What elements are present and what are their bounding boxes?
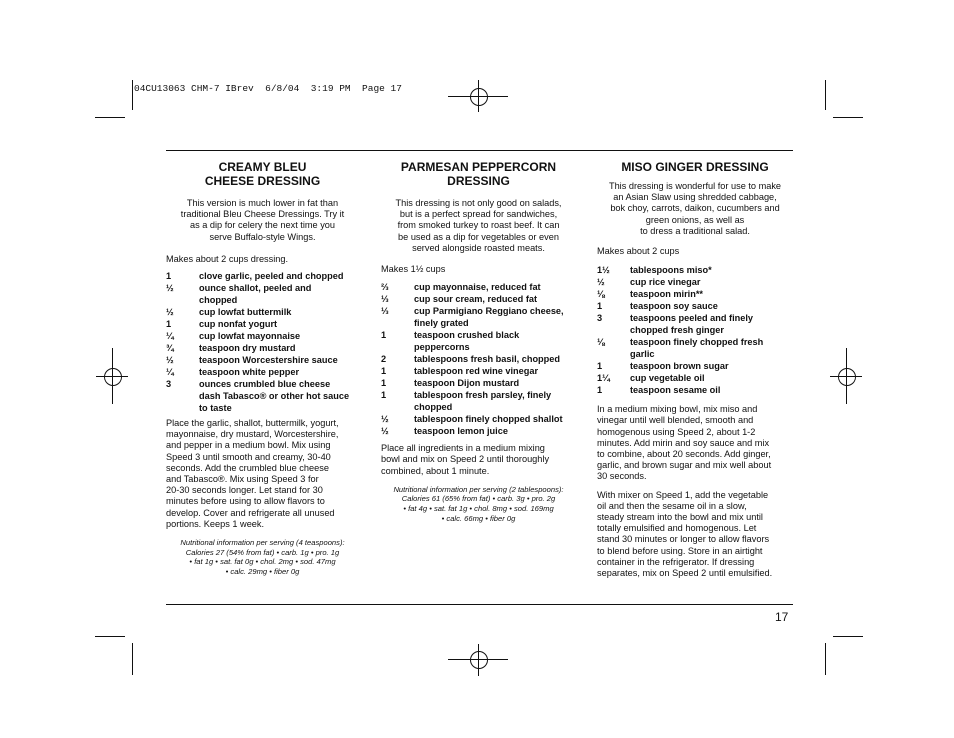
ingredient-row: ⅓ cup Parmigiano Reggiano cheese, bbox=[381, 306, 564, 317]
ingredient-row: 1 tablespoon fresh parsley, finely bbox=[381, 390, 552, 401]
ingredient-list bbox=[166, 270, 359, 414]
ingredient-row: peppercorns bbox=[414, 342, 470, 353]
ingredient-row: 3 teaspoons peeled and finely bbox=[597, 313, 754, 324]
ingredient-row: 1 teaspoon brown sugar bbox=[597, 361, 729, 372]
crop-mark bbox=[95, 636, 125, 637]
nutrition-info: Nutritional information per serving (2 tablespoons): Calories 61 (65% from fat) • carb. 3g • pro. 2g • fat 4g • sat. fat 1g • chol. 8mg • sod. 169mg • calc. 66mg • fiber 0g bbox=[393, 484, 564, 523]
ingredient-row: 1¼ cup vegetable oil bbox=[597, 373, 705, 384]
recipe-creamy-bleu bbox=[166, 160, 359, 576]
print-slug: 04CU13063 CHM-7 IBrev 6/8/04 3:19 PM Page 17 bbox=[134, 83, 402, 94]
ingredient-row: dash Tabasco® or other hot sauce bbox=[199, 391, 350, 402]
recipe-method: In a medium mixing bowl, mix miso and vinegar until well blended, smooth and homogenous using Speed 2, about 1-2 minutes. Add mirin and soy sauce and mix to combine, about 20 seconds. Add ginger, garlic, and brown sugar and mix well about 30 seconds. bbox=[597, 404, 772, 482]
ingredient-row: to taste bbox=[199, 403, 232, 414]
ingredient-row: ½ teaspoon Worcestershire sauce bbox=[166, 355, 338, 366]
ingredient-list bbox=[597, 264, 793, 396]
crop-mark bbox=[825, 80, 826, 110]
crop-mark bbox=[132, 643, 133, 675]
page-number: 17 bbox=[775, 610, 789, 624]
ingredient-row: 1 teaspoon soy sauce bbox=[597, 301, 718, 312]
recipe-method-continued: With mixer on Speed 1, add the vegetable oil and then the sesame oil in a slow, steady stream into the bowl and mix until totally emulsified and homogenous. Let stand 30 minutes or longer to allow flavors to blend before using. Store in an airtight container in the refrigerator. If dressing separates, mix on Speed 2 until emulsified. bbox=[597, 489, 773, 579]
ingredient-row: ¼ teaspoon white pepper bbox=[166, 367, 300, 378]
ingredient-row: ⅔ cup mayonnaise, reduced fat bbox=[381, 282, 541, 293]
ingredient-row: 1 tablespoon red wine vinegar bbox=[381, 366, 539, 377]
ingredient-row: finely grated bbox=[414, 318, 469, 329]
ingredient-row: garlic bbox=[630, 349, 655, 360]
recipe-intro: This dressing is wonderful for use to make an Asian Slaw using shredded cabbage, bok choy, carrots, daikon, cucumbers and green onions, as well as to dress a traditional salad. bbox=[608, 181, 782, 236]
recipe-intro: This version is much lower in fat than traditional Bleu Cheese Dressings. Try it as a dip for celery the next time you serve Buffalo-style Wings. bbox=[180, 198, 345, 242]
ingredient-row: ¼ cup lowfat mayonnaise bbox=[166, 331, 301, 342]
ingredient-row: 1 clove garlic, peeled and chopped bbox=[166, 271, 344, 282]
ingredient-list bbox=[381, 281, 576, 437]
ingredient-row: ½ cup rice vinegar bbox=[597, 277, 701, 288]
ingredient-row: ⅓ cup sour cream, reduced fat bbox=[381, 294, 538, 305]
crop-mark bbox=[132, 80, 133, 110]
recipe-parmesan-peppercorn bbox=[381, 160, 576, 523]
recipe-yield: Makes about 2 cups dressing. bbox=[166, 253, 289, 264]
ingredient-row: 3 ounces crumbled blue cheese bbox=[166, 379, 331, 390]
recipe-method: Place the garlic, shallot, buttermilk, yogurt, mayonnaise, dry mustard, Worcestershire, and pepper in a medium bowl. Mix using Speed 3 until smooth and creamy, 30-40 seconds. Add the crumbled blue cheese and Tabasco®. Mix using Speed 3 for 20-30 seconds longer. Let stand for 30 minutes before using to allow flavors to develop. Cover and refrigerate all unused portions. Keeps 1 week. bbox=[166, 418, 339, 529]
ingredient-row: 1½ tablespoons miso* bbox=[597, 265, 712, 276]
recipe-yield: Makes about 2 cups bbox=[597, 246, 680, 257]
crop-mark bbox=[95, 117, 125, 118]
ingredient-row: 1 teaspoon sesame oil bbox=[597, 385, 721, 396]
crop-mark bbox=[825, 643, 826, 675]
recipe-yield: Makes 1½ cups bbox=[381, 264, 446, 275]
recipe-intro: This dressing is not only good on salads, but is a perfect spread for sandwiches, from smoked turkey to roast beef. It can be used as a dip for vegetables or even served alongside roasted meats. bbox=[395, 198, 562, 253]
crop-mark bbox=[833, 117, 863, 118]
ingredient-row: ½ tablespoon finely chopped shallot bbox=[381, 414, 563, 425]
bottom-rule bbox=[166, 604, 793, 605]
ingredient-row: 1 teaspoon crushed black bbox=[381, 330, 520, 341]
recipe-title: MISO GINGER DRESSING bbox=[621, 160, 769, 174]
ingredient-row: ½ ounce shallot, peeled and bbox=[166, 283, 312, 294]
ingredient-row: 1 cup nonfat yogurt bbox=[166, 319, 278, 330]
crop-mark bbox=[833, 636, 863, 637]
ingredient-row: ½ teaspoon lemon juice bbox=[381, 426, 508, 437]
ingredient-row: 2 tablespoons fresh basil, chopped bbox=[381, 354, 561, 365]
nutrition-info: Nutritional information per serving (4 teaspoons): Calories 27 (54% from fat) • carb. 1g • pro. 1g • fat 1g • sat. fat 0g • chol. 2mg • sod. 47mg • calc. 29mg • fiber 0g bbox=[180, 538, 345, 576]
recipe-title: CREAMY BLEU CHEESE DRESSING bbox=[204, 160, 321, 188]
recipe-method: Place all ingredients in a medium mixing bowl and mix on Speed 2 until thoroughly combined, about 1 minute. bbox=[381, 443, 550, 476]
ingredient-row: ⅛ teaspoon finely chopped fresh bbox=[597, 337, 764, 348]
recipe-miso-ginger bbox=[597, 160, 793, 579]
ingredient-row: 1 teaspoon Dijon mustard bbox=[381, 378, 520, 389]
ingredient-row: chopped bbox=[414, 402, 453, 413]
ingredient-row: ½ cup lowfat buttermilk bbox=[166, 307, 292, 318]
ingredient-row: ¾ teaspoon dry mustard bbox=[166, 343, 296, 354]
ingredient-row: ⅛ teaspoon mirin** bbox=[597, 289, 704, 300]
top-rule bbox=[166, 150, 793, 151]
ingredient-row: chopped bbox=[199, 295, 238, 306]
recipe-title: PARMESAN PEPPERCORN DRESSING bbox=[400, 160, 557, 188]
ingredient-row: chopped fresh ginger bbox=[630, 325, 724, 336]
